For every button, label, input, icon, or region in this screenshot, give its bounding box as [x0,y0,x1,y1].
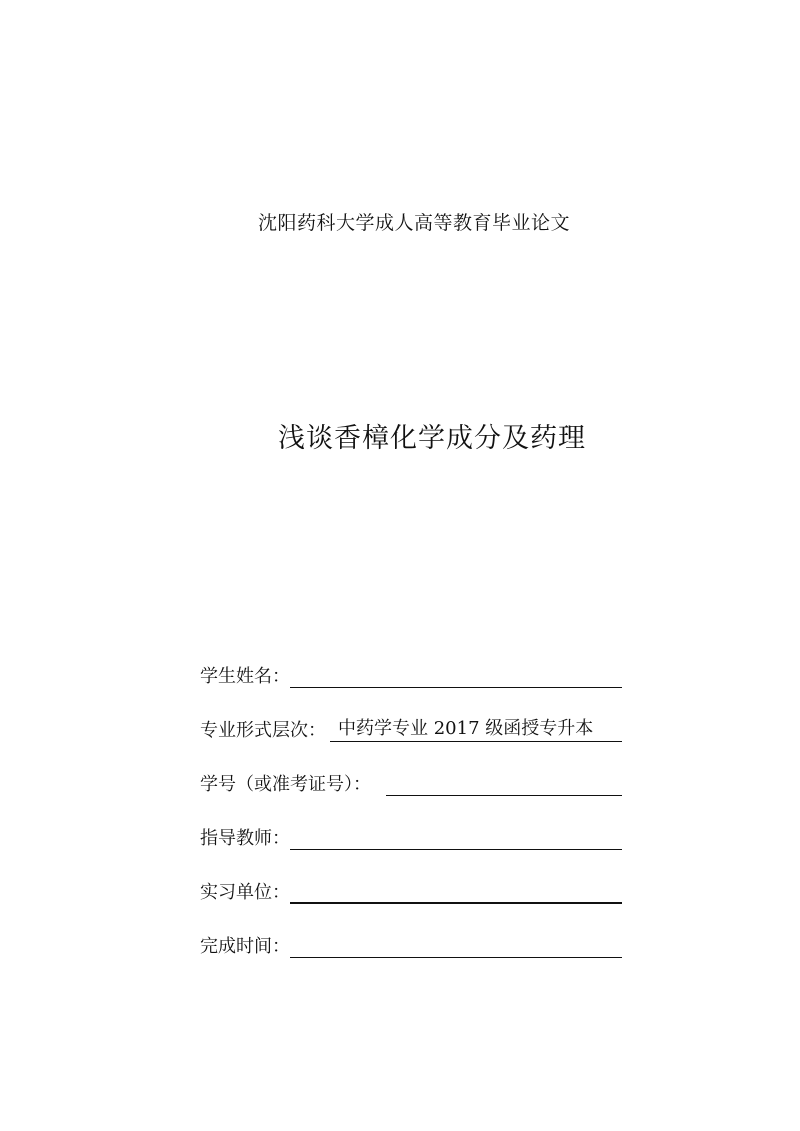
internship-unit-field [200,876,624,906]
advisor-underline [290,849,622,850]
major-level-value: 中药学专业 2017 级函授专升本 [338,718,594,739]
thesis-title: 浅谈香樟化学成分及药理 [278,423,586,454]
completion-time-label: 完成时间： [200,936,290,957]
completion-time-underline [290,957,622,958]
internship-unit-label: 实习单位： [200,882,290,903]
student-name-label: 学生姓名： [200,666,290,687]
student-id-label: 学号（或准考证号）： [200,774,371,795]
advisor-label: 指导教师： [200,828,290,849]
advisor-field [200,822,624,852]
student-name-underline [290,687,622,688]
student-id-field [200,768,624,798]
completion-time-field [200,930,624,960]
major-level-underline [330,741,622,742]
internship-unit-underline [290,902,622,904]
student-id-underline [386,795,622,796]
institution-heading: 沈阳药科大学成人高等教育毕业论文 [258,212,571,234]
major-level-label: 专业形式层次： [200,720,326,741]
student-name-field [200,660,624,690]
major-level-field [200,714,624,744]
